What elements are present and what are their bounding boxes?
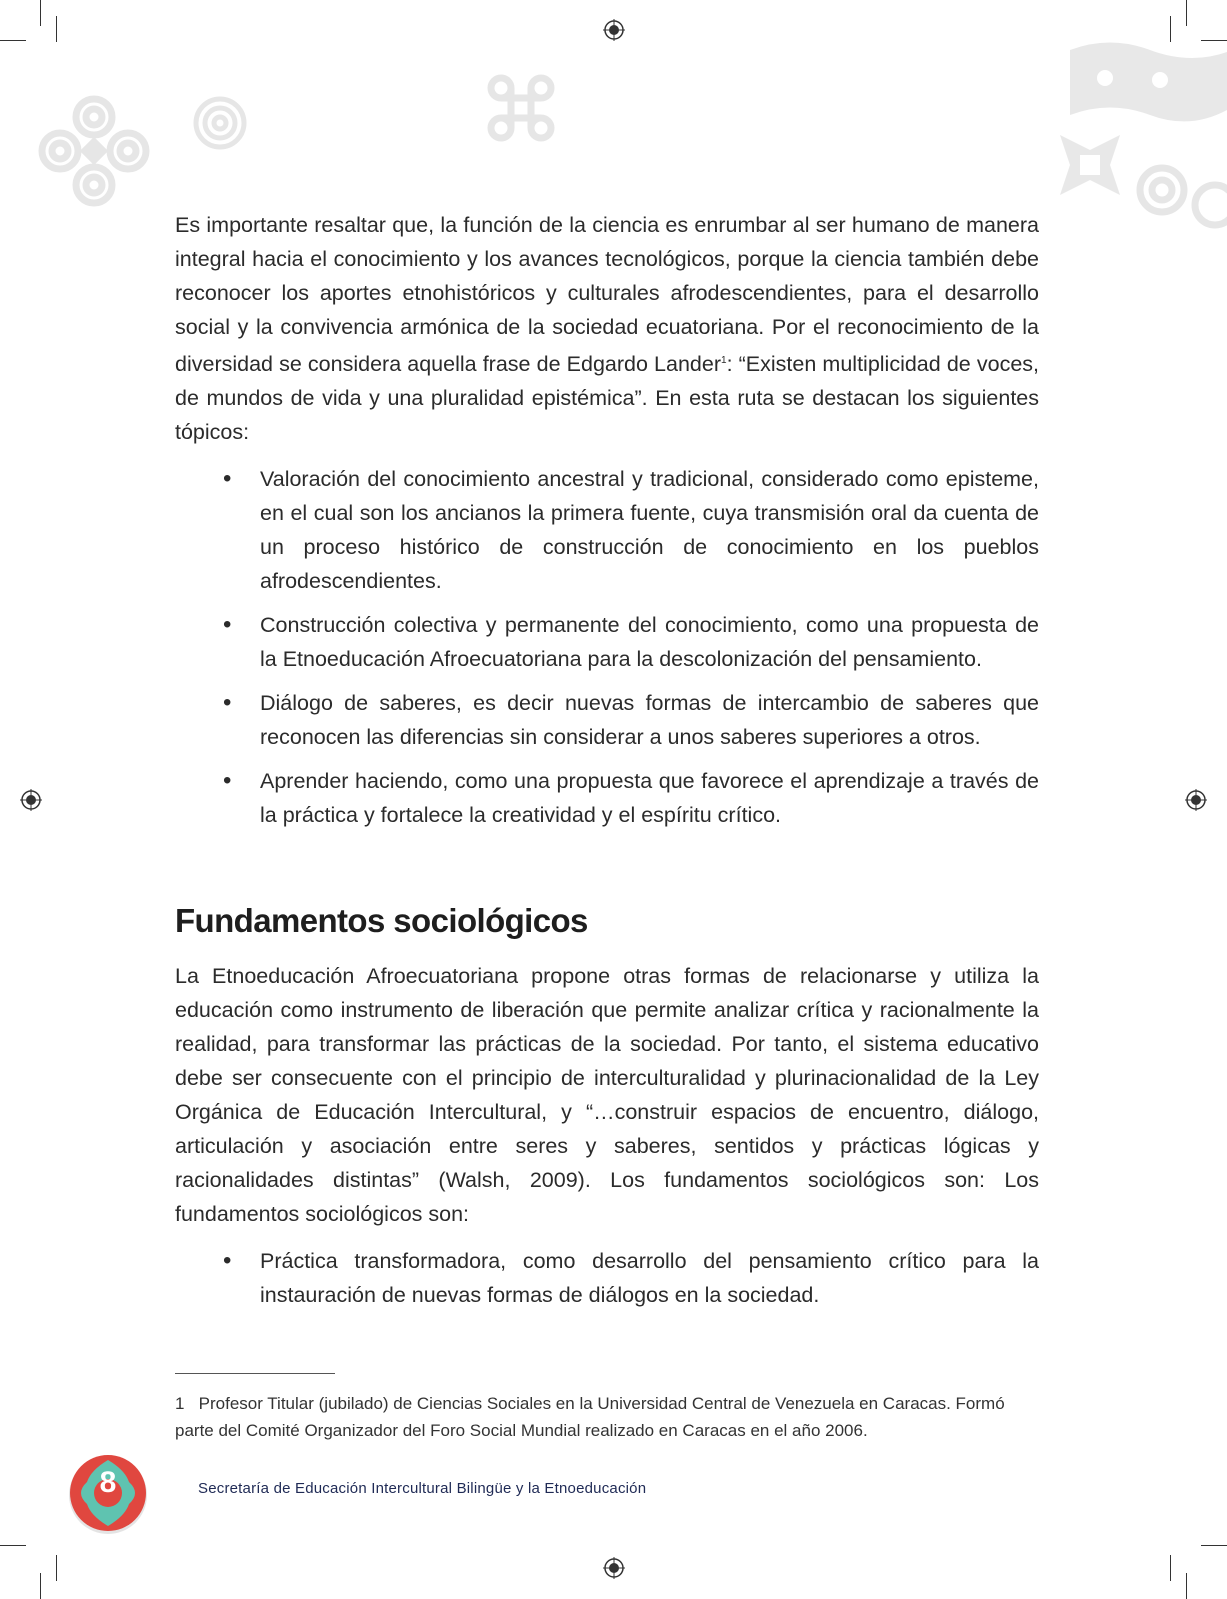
footnote xyxy=(175,1390,1045,1444)
section-list xyxy=(175,1244,1039,1322)
spiral-cluster-ornament-icon xyxy=(38,95,150,207)
page-number: 8 xyxy=(99,1466,117,1499)
registration-mark-icon xyxy=(603,1557,625,1579)
bullet-icon: • xyxy=(223,689,232,716)
list-item: • Práctica transformadora, como desarrollo del pensamiento crítico para la instauración de nuevas formas de diálogos en la sociedad. xyxy=(175,1244,1039,1312)
footer-publisher: Secretaría de Educación Intercultural Bilingüe y la Etnoeducación xyxy=(198,1480,647,1497)
footnote-text: Profesor Titular (jubilado) de Ciencias Sociales en la Universidad Central de Venezuela en Caracas. Formó parte del Comité Organizador del Foro Social Mundial realizado en Caracas en el año 2006. xyxy=(175,1394,1005,1440)
corner-ornament-icon xyxy=(1050,40,1227,240)
list-item: • Diálogo de saberes, es decir nuevas formas de intercambio de saberes que reconocen las diferencias sin considerar a unos saberes superiores a otros. xyxy=(175,686,1039,754)
bullet-icon: • xyxy=(223,611,232,638)
bullet-icon: • xyxy=(223,465,232,492)
list-item: • Aprender haciendo, como una propuesta que favorece el aprendizaje a través de la práctica y fortalece la creatividad y el espíritu crítico. xyxy=(175,764,1039,832)
section-paragraph: La Etnoeducación Afroecuatoriana propone otras formas de relacionarse y utiliza la educación como instrumento de liberación que permite analizar crítica y racionalmente la realidad, para transformar las prácticas de la sociedad. Por tanto, el sistema educativo debe ser consecuente con el principio de interculturalidad y plurinacionalidad de la Ley Orgánica de Educación Intercultural, y “…construir espacios de encuentro, diálogo, articulación y asociación entre seres y saberes, sentidos y prácticas lógicas y racionalidades distintas” (Walsh, 2009). Los fundamentos sociológicos son: Los fundamentos sociológicos son: xyxy=(175,964,1039,1226)
footnote-divider xyxy=(175,1373,335,1374)
section-heading: Fundamentos sociológicos xyxy=(175,902,588,939)
footnote-reference: 1 xyxy=(721,355,727,366)
bullet-icon: • xyxy=(223,1247,232,1274)
registration-mark-icon xyxy=(1185,789,1207,811)
spiral-ornament-icon xyxy=(192,95,248,151)
list-item: • Construcción colectiva y permanente del conocimiento, como una propuesta de la Etnoeducación Afroecuatoriana para la descolonización del pensamiento. xyxy=(175,608,1039,676)
footnote-number: 1 xyxy=(175,1394,185,1413)
intro-paragraph: Es importante resaltar que, la función de la ciencia es enrumbar al ser humano de manera integral hacia el conocimiento y los avances tecnológicos, porque la ciencia también debe reconocer los aportes etnohistóricos y culturales afrodescendientes, para el desarrollo social y la convivencia armónica de la sociedad ecuatoriana. Por el reconocimiento de la diversidad se considera aquella frase de Edgardo Lander$^1$: “Existen multiplicidad de voces, de mundos de vida y una pluralidad epistémica”. En esta ruta se destacan los siguientes tópicos: xyxy=(175,213,1040,445)
registration-mark-icon xyxy=(603,19,625,41)
registration-mark-icon xyxy=(20,789,42,811)
knot-ornament-icon xyxy=(486,73,556,143)
list-item: • Valoración del conocimiento ancestral y tradicional, considerado como episteme, en el cual son los ancianos la primera fuente, cuya transmisión oral da cuenta de un proceso histórico de construcción de conocimiento en los pueblos afrodescendientes. xyxy=(175,462,1039,598)
bullet-icon: • xyxy=(223,767,232,794)
topics-list xyxy=(175,462,1039,842)
